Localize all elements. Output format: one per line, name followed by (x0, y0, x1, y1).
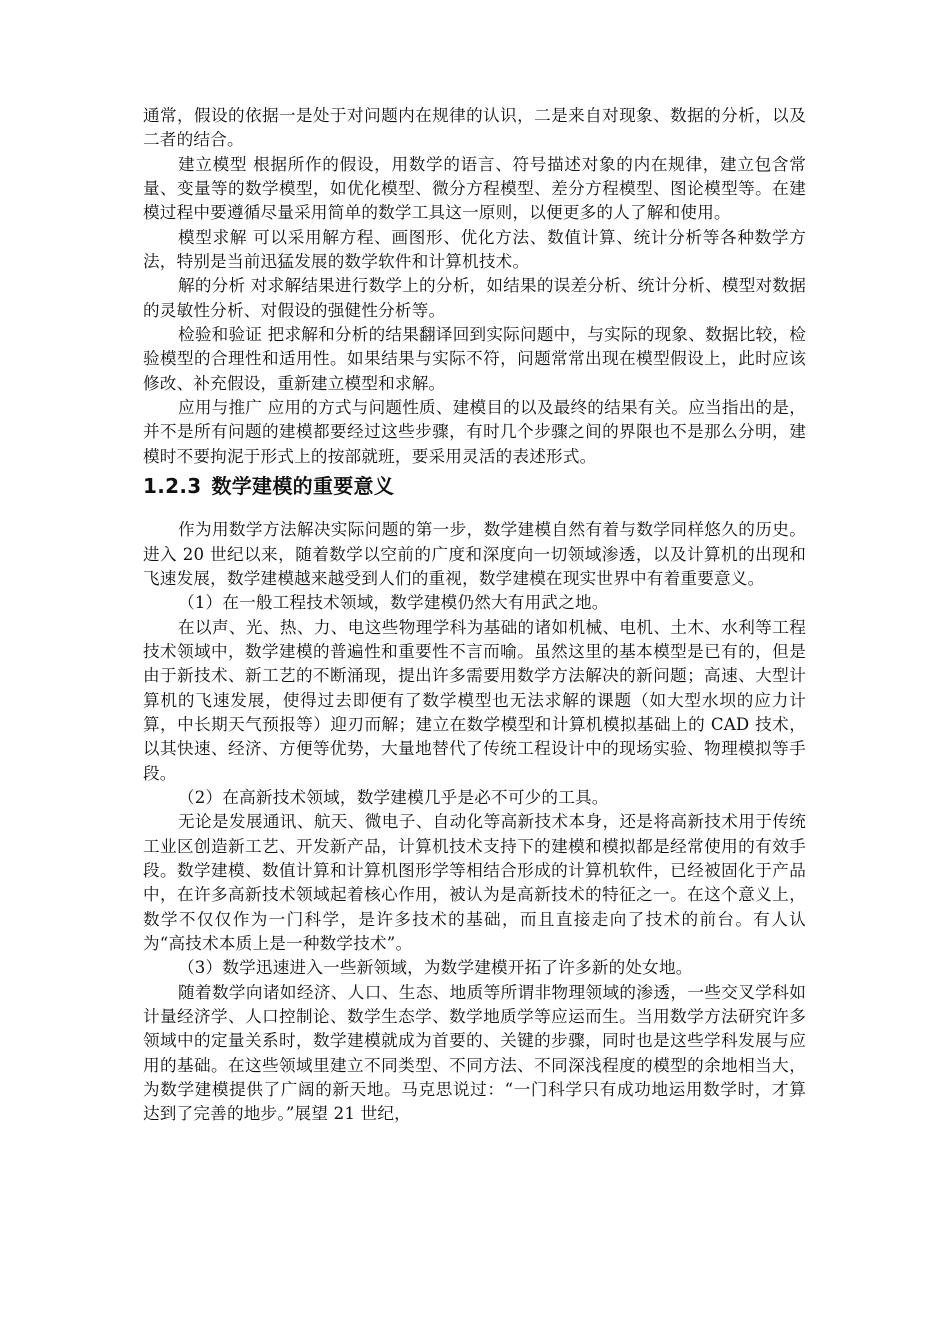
section-heading (143, 472, 806, 500)
document-page (143, 104, 806, 1127)
paragraph: 无论是发展通讯、航天、微电子、自动化等高新技术本身，还是将高新技术用于传统工业区创造新工艺、开发新产品，计算机技术支持下的建模和模拟都是经常使用的有效手段。数学建模、数值计算和计算机图形学等相结合形成的计算机软件，已经被固化于产品中，在许多高新技术领域起着核心作用，被认为是高新技术的特征之一。在这个意义上，数学不仅仅作为一门科学，是许多技术的基础，而且直接走向了技术的前台。有人认为“高技术本质上是一种数学技术”。 (143, 812, 806, 953)
paragraph: （3）数学迅速进入一些新领域，为数学建模开拓了许多新的处女地。 (178, 958, 693, 978)
section-number: 1.2.3 (143, 474, 202, 499)
section-title: 数学建模的重要意义 (211, 474, 395, 499)
paragraph: 通常，假设的依据一是处于对问题内在规律的认识，二是来自对现象、数据的分析，以及二者的结合。 (143, 106, 806, 150)
paragraph: 建立模型 根据所作的假设，用数学的语言、符号描述对象的内在规律，建立包含常量、变量等的数学模型，如优化模型、微分方程模型、差分方程模型、图论模型等。在建模过程中要遵循尽量采用简单的数学工具这一原则，以便更多的人了解和使用。 (143, 154, 806, 223)
paragraph: （2）在高新技术领域，数学建模几乎是必不可少的工具。 (178, 787, 609, 807)
paragraph: （1）在一般工程技术领域，数学建模仍然大有用武之地。 (178, 593, 609, 613)
paragraph: 检验和验证 把求解和分析的结果翻译回到实际问题中，与实际的现象、数据比较，检验模型的合理性和适用性。如果结果与实际不符，问题常常出现在模型假设上，此时应该修改、补充假设，重新建立模型和求解。 (143, 325, 806, 393)
paragraph: 随着数学向诸如经济、人口、生态、地质等所谓非物理领域的渗透，一些交叉学科如计量经济学、人口控制论、数学生态学、数学地质学等应运而生。当用数学方法研究许多领域中的定量关系时，数学建模就成为首要的、关键的步骤，同时也是这些学科发展与应用的基础。在这些领域里建立不同类型、不同方法、不同深浅程度的模型的余地相当大，为数学建模提供了广阔的新天地。马克思说过：“一门科学只有成功地运用数学时，才算达到了完善的地步。”展望 21 世纪， (143, 982, 806, 1124)
paragraphs-before-section (143, 104, 806, 469)
paragraphs-after-section (143, 518, 806, 1127)
paragraph: 解的分析 对求解结果进行数学上的分析，如结果的误差分析、统计分析、模型对数据的灵敏性分析、对假设的强健性分析等。 (143, 276, 806, 320)
paragraph: 应用与推广 应用的方式与问题性质、建模目的以及最终的结果有关。应当指出的是，并不是所有问题的建模都要经过这些步骤，有时几个步骤之间的界限也不是那么分明，建模时不要拘泥于形式上的按部就班，要采用灵活的表述形式。 (143, 398, 806, 466)
paragraph: 在以声、光、热、力、电这些物理学科为基础的诸如机械、电机、土木、水利等工程技术领域中，数学建模的普遍性和重要性不言而喻。虽然这里的基本模型是已有的，但是由于新技术、新工艺的不断涌现，提出许多需要用数学方法解决的新问题；高速、大型计算机的飞速发展，使得过去即便有了数学模型也无法求解的课题（如大型水坝的应力计算，中长期天气预报等）迎刃而解；建立在数学模型和计算机模拟基础上的 CAD 技术，以其快速、经济、方便等优势，大量地替代了传统工程设计中的现场实验、物理模拟等手段。 (143, 617, 806, 783)
paragraph: 模型求解 可以采用解方程、画图形、优化方法、数值计算、统计分析等各种数学方法，特别是当前迅猛发展的数学软件和计算机技术。 (143, 227, 806, 272)
paragraph: 作为用数学方法解决实际问题的第一步，数学建模自然有着与数学同样悠久的历史。进入 20 世纪以来，随着数学以空前的广度和深度向一切领域渗透，以及计算机的出现和飞速发展，数学建模越来越受到人们的重视，数学建模在现实世界中有着重要意义。 (143, 520, 806, 588)
